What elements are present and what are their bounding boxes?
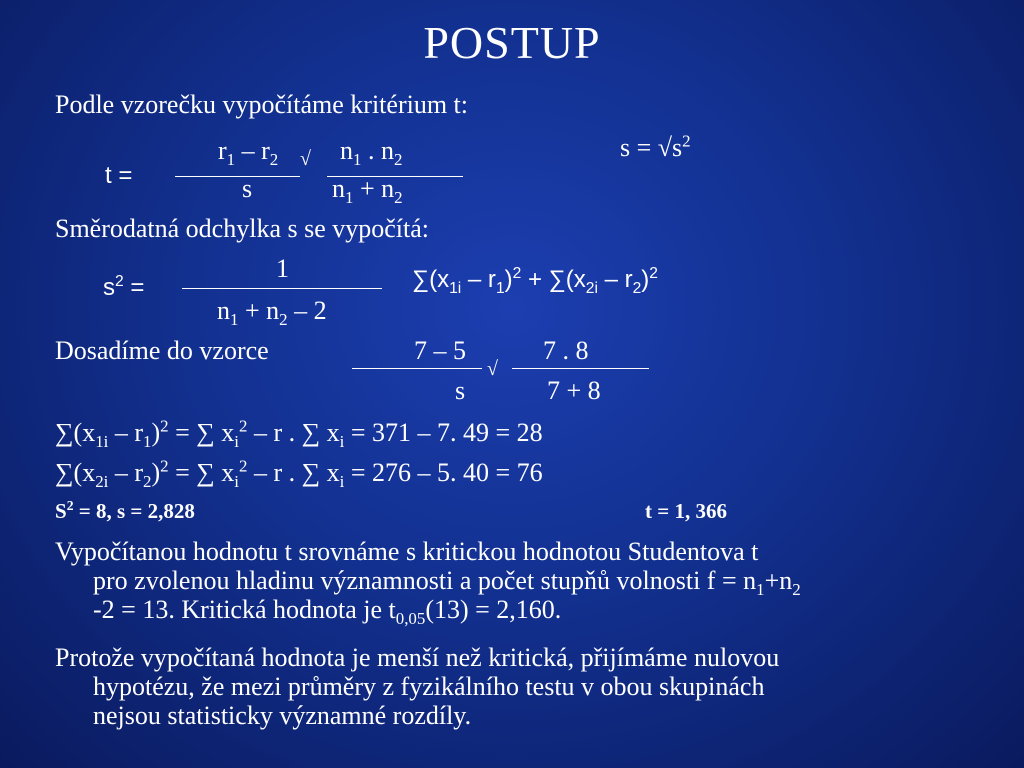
sub-numerator-left: 7 – 5	[414, 336, 466, 365]
s2-denominator: $n_1 + n_2 - 2$	[217, 296, 327, 330]
para1-line3: -2 = 13. Kritická hodnota je $t_{0,05}(13) = 2,160$.	[93, 595, 562, 629]
para1-line1: Vypočítanou hodnotu t srovnáme s kritickou hodnotou Studentova t	[55, 537, 759, 566]
slide-title: POSTUP	[423, 17, 601, 68]
s2-fraction-bar	[182, 288, 382, 289]
sum-line-2: $\sum(x_{2i} - r_2)^2$ = ∑ $x_i^2$ – r . ∑ $x_i = 276 - 5$. 40 = 76	[55, 456, 543, 492]
sd-heading: Směrodatná odchylka s se vypočítá:	[55, 214, 430, 243]
paragraph-critical-value	[55, 537, 801, 629]
sub-fraction-bar-right	[512, 368, 649, 369]
s2-sums: $\sum(x_{1i} - r_1)^2 + \sum(x_{2i} - r_2)^2$	[412, 265, 658, 297]
formula-s: $s = √s^2$	[620, 131, 691, 162]
para1-line2: pro zvolenou hladinu významnosti a počet stupňů volnosti $f = n_1+n_2$	[93, 566, 801, 600]
sub-numerator-right: 7 . 8	[543, 336, 589, 365]
sub-denominator-left: s	[455, 376, 466, 405]
result-t: t = 1, 366	[645, 499, 727, 523]
para2-line3: nejsou statisticky významné rozdíly.	[93, 701, 472, 730]
sqrt-icon: √	[487, 358, 498, 380]
sub-denominator-right: 7 + 8	[547, 376, 601, 405]
t-fraction-bar-left	[175, 176, 300, 177]
t-numerator-right: $n_1$ . $n_2$	[340, 136, 403, 170]
t-denominator-right: $n_1 + n_2$	[332, 174, 403, 208]
s2-numerator: 1	[276, 254, 289, 283]
t-numerator-left: $r_1 - r_2$	[218, 136, 279, 170]
t-denominator-left: s	[242, 174, 253, 203]
paragraph-conclusion	[55, 643, 779, 730]
sum-line-1: $\sum(x_{1i} - r_1)^2$ = ∑ $x_i^2$ – r . ∑ $x_i = 371 - 7$. 49 = 28	[55, 416, 543, 452]
intro-text: Podle vzorečku vypočítáme kritérium t:	[55, 90, 468, 119]
sub-fraction-bar-left	[352, 368, 482, 369]
substitute-label: Dosadíme do vzorce	[55, 336, 269, 365]
sqrt-icon: √	[300, 148, 311, 170]
t-lhs: t =	[105, 162, 133, 189]
para2-line1: Protože vypočítaná hodnota je menší než kritická, přijímáme nulovou	[55, 643, 780, 672]
s2-lhs: $s^2$ =	[103, 273, 145, 301]
result-s: $S^2 = 8$, s = 2,828	[55, 498, 195, 523]
para2-line2: hypotézu, že mezi průměry z fyzikálního testu v obou skupinách	[93, 672, 765, 701]
